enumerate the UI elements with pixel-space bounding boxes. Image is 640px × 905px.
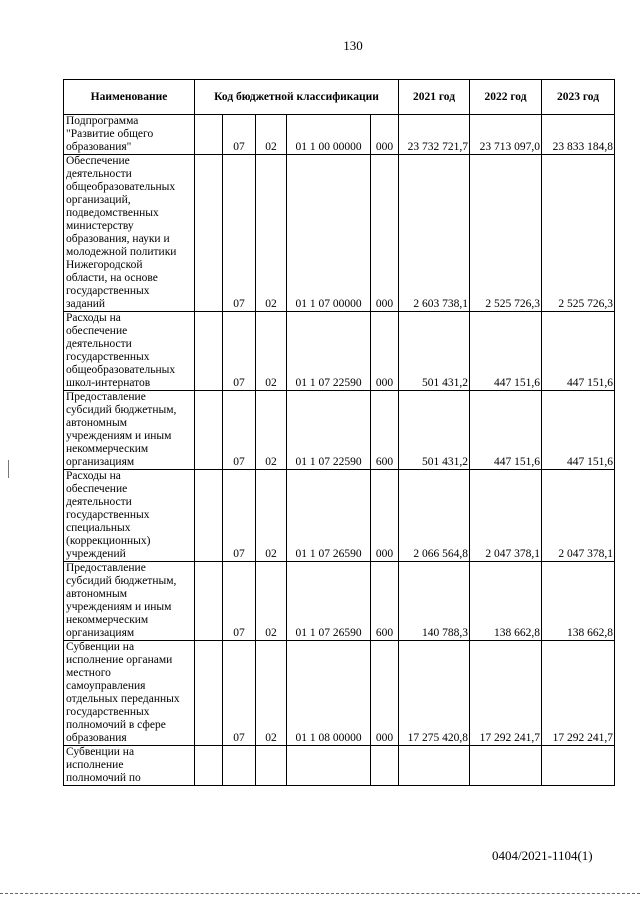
row-value-2023: 2 047 378,1 [542, 470, 615, 562]
row-value-2023 [542, 746, 615, 786]
budget-table [63, 79, 615, 786]
table-row [64, 470, 615, 562]
row-name: Предоставление субсидий бюджетным, автономным учреждениям и иным некоммерческим организациям [64, 562, 195, 641]
table-row [64, 562, 615, 641]
page-number: 130 [343, 38, 363, 53]
margin-mark [8, 460, 9, 478]
row-target: 01 1 08 00000 [287, 641, 371, 746]
document-code: 0404/2021-1104(1) [492, 848, 593, 863]
row-value-2022: 447 151,6 [470, 312, 542, 391]
row-blank-cell [195, 155, 223, 312]
row-target: 01 1 07 26590 [287, 562, 371, 641]
row-section: 07 [223, 470, 256, 562]
row-value-2023: 2 525 726,3 [542, 155, 615, 312]
row-name: Субвенции на исполнение полномочий по [64, 746, 195, 786]
header-2023: 2023 год [542, 80, 615, 115]
table-row [64, 746, 615, 786]
row-name: Расходы на обеспечение деятельности государственных специальных (коррекционных) учреждений [64, 470, 195, 562]
row-target [287, 746, 371, 786]
row-subsection: 02 [256, 312, 287, 391]
row-value-2021: 140 788,3 [399, 562, 470, 641]
row-subsection: 02 [256, 470, 287, 562]
row-name: Обеспечение деятельности общеобразовательных организаций, подведомственных министерству образования, науки и молодежной политики Нижегородской области, на основе государственных заданий [64, 155, 195, 312]
row-value-2023: 17 292 241,7 [542, 641, 615, 746]
row-value-2021: 23 732 721,7 [399, 115, 470, 155]
row-value-2022: 17 292 241,7 [470, 641, 542, 746]
row-type: 000 [371, 115, 399, 155]
row-value-2021 [399, 746, 470, 786]
row-subsection [256, 746, 287, 786]
table-row [64, 641, 615, 746]
row-target: 01 1 07 00000 [287, 155, 371, 312]
row-subsection: 02 [256, 391, 287, 470]
row-type: 000 [371, 470, 399, 562]
row-value-2022: 2 047 378,1 [470, 470, 542, 562]
header-2021: 2021 год [399, 80, 470, 115]
row-section: 07 [223, 115, 256, 155]
table-row [64, 115, 615, 155]
row-section: 07 [223, 562, 256, 641]
header-code: Код бюджетной классификации [195, 80, 399, 115]
row-value-2023: 138 662,8 [542, 562, 615, 641]
header-2022: 2022 год [470, 80, 542, 115]
header-row [64, 80, 615, 115]
row-value-2022: 138 662,8 [470, 562, 542, 641]
row-name: Подпрограмма "Развитие общего образования" [64, 115, 195, 155]
row-name: Расходы на обеспечение деятельности государственных общеобразовательных школ-интернатов [64, 312, 195, 391]
row-type [371, 746, 399, 786]
row-target: 01 1 07 22590 [287, 312, 371, 391]
row-value-2023: 447 151,6 [542, 312, 615, 391]
row-target: 01 1 07 26590 [287, 470, 371, 562]
row-value-2022: 447 151,6 [470, 391, 542, 470]
row-subsection: 02 [256, 562, 287, 641]
row-value-2023: 447 151,6 [542, 391, 615, 470]
row-value-2021: 2 066 564,8 [399, 470, 470, 562]
row-value-2022: 2 525 726,3 [470, 155, 542, 312]
row-value-2022: 23 713 097,0 [470, 115, 542, 155]
row-value-2023: 23 833 184,8 [542, 115, 615, 155]
row-type: 000 [371, 155, 399, 312]
row-subsection: 02 [256, 115, 287, 155]
row-value-2021: 501 431,2 [399, 391, 470, 470]
row-section: 07 [223, 155, 256, 312]
row-value-2021: 501 431,2 [399, 312, 470, 391]
table-row [64, 312, 615, 391]
row-target: 01 1 07 22590 [287, 391, 371, 470]
row-type: 600 [371, 562, 399, 641]
row-section: 07 [223, 641, 256, 746]
row-type: 600 [371, 391, 399, 470]
row-blank-cell [195, 312, 223, 391]
row-blank-cell [195, 746, 223, 786]
row-blank-cell [195, 470, 223, 562]
row-section: 07 [223, 391, 256, 470]
row-value-2021: 17 275 420,8 [399, 641, 470, 746]
row-type: 000 [371, 641, 399, 746]
row-target: 01 1 00 00000 [287, 115, 371, 155]
row-blank-cell [195, 562, 223, 641]
row-value-2021: 2 603 738,1 [399, 155, 470, 312]
row-subsection: 02 [256, 641, 287, 746]
row-value-2022 [470, 746, 542, 786]
table-row [64, 155, 615, 312]
row-blank-cell [195, 641, 223, 746]
row-blank-cell [195, 391, 223, 470]
row-section: 07 [223, 312, 256, 391]
row-type: 000 [371, 312, 399, 391]
table-row [64, 391, 615, 470]
row-subsection: 02 [256, 155, 287, 312]
row-name: Субвенции на исполнение органами местного самоуправления отдельных переданных государственных полномочий в сфере образования [64, 641, 195, 746]
header-name: Наименование [64, 80, 195, 115]
row-section [223, 746, 256, 786]
scan-edge-line [0, 893, 640, 894]
row-name: Предоставление субсидий бюджетным, автономным учреждениям и иным некоммерческим организациям [64, 391, 195, 470]
row-blank-cell [195, 115, 223, 155]
